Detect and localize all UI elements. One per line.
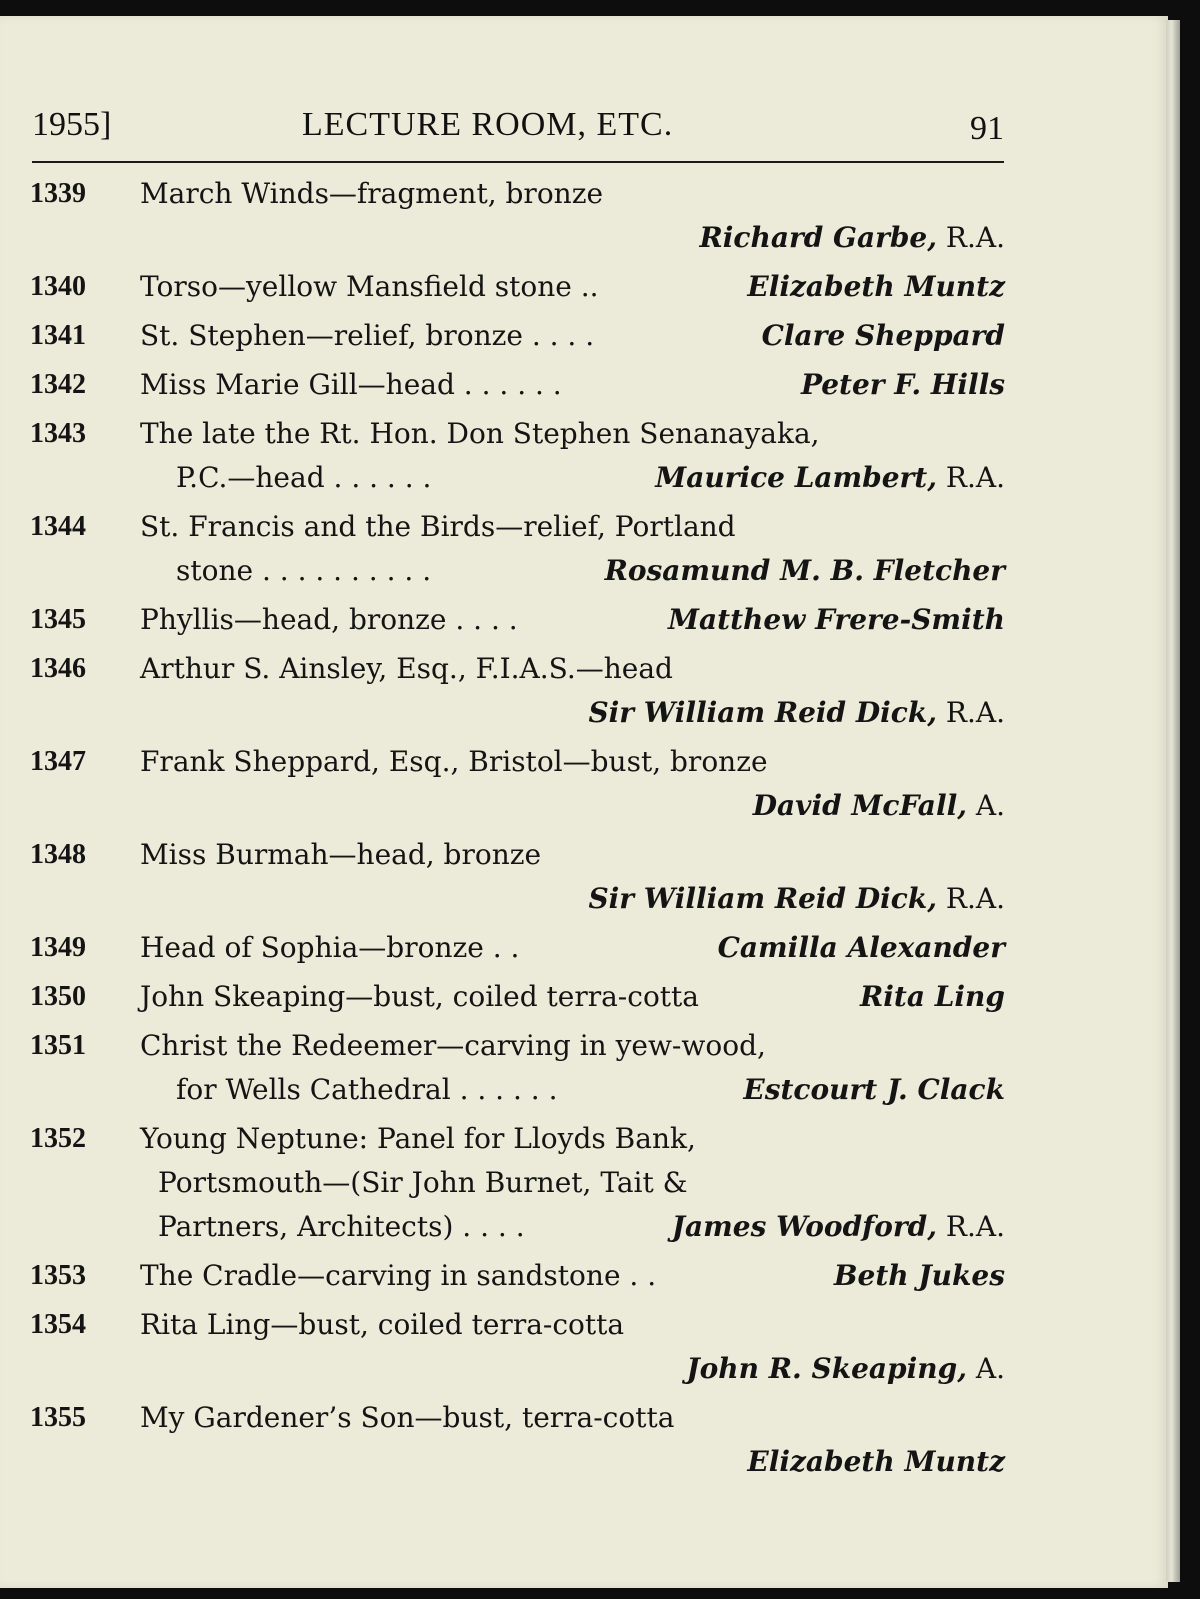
entry-line (30, 926, 1005, 970)
artist-name: Matthew Frere-Smith (668, 603, 1005, 636)
artist-title-suffix: R.A. (936, 696, 1005, 729)
artist-title-suffix: R.A. (936, 1210, 1005, 1243)
entry-number: 1352 (30, 1123, 86, 1154)
entry-line (30, 1205, 1005, 1249)
artist-name: John R. Skeaping, (686, 1352, 967, 1385)
entry-line (30, 1024, 1005, 1068)
entry-title: St. Stephen—relief, bronze . . . . (140, 319, 595, 352)
entry-line (30, 1254, 1005, 1298)
entry-line (30, 1117, 1005, 1161)
entry-number: 1348 (30, 839, 86, 870)
catalogue-entry (30, 172, 1005, 260)
entry-artist (860, 975, 1005, 1019)
entry-artist (718, 926, 1005, 970)
entry-title: Phyllis—head, bronze . . . . (140, 603, 518, 636)
entry-line (30, 314, 1005, 358)
catalogue-entry (30, 647, 1005, 735)
entry-number: 1343 (30, 418, 86, 449)
entry-title: St. Francis and the Birds—relief, Portland (140, 510, 736, 543)
entry-title: Frank Sheppard, Esq., Bristol—bust, bronze (140, 745, 768, 778)
catalogue-entry (30, 1396, 1005, 1484)
entry-title: The Cradle—carving in sandstone . . (140, 1259, 657, 1292)
entry-line (30, 456, 1005, 500)
entry-line (30, 833, 1005, 877)
entry-number: 1340 (30, 271, 86, 302)
artist-title-suffix: R.A. (936, 882, 1005, 915)
entry-line (30, 1347, 1005, 1391)
entry-title: P.C.—head . . . . . . (176, 461, 432, 494)
entry-number: 1341 (30, 320, 86, 351)
artist-name: Camilla Alexander (717, 931, 1005, 964)
entry-number: 1354 (30, 1309, 86, 1340)
catalogue-entry (30, 598, 1005, 642)
artist-name: Clare Sheppard (761, 319, 1005, 352)
entry-line (30, 1161, 1005, 1205)
entry-title: for Wells Cathedral . . . . . . (176, 1073, 558, 1106)
artist-name: Elizabeth Muntz (747, 270, 1005, 303)
entry-title: Miss Burmah—head, bronze (140, 838, 542, 871)
entry-artist (672, 1205, 1005, 1249)
entry-title: Head of Sophia—bronze . . (140, 931, 520, 964)
entry-title: Torso—yellow Mansfield stone .. (140, 270, 599, 303)
entry-title: John Skeaping—bust, coiled terra-cotta (140, 980, 700, 1013)
entry-artist (801, 363, 1005, 407)
entry-line (30, 216, 1005, 260)
entry-artist (605, 549, 1005, 593)
artist-name: Rita Ling (860, 980, 1005, 1013)
entry-title: stone . . . . . . . . . . (176, 554, 432, 587)
entry-line (30, 172, 1005, 216)
entry-title: Rita Ling—bust, coiled terra-cotta (140, 1308, 625, 1341)
entry-title: My Gardener’s Son—bust, terra-cotta (140, 1401, 675, 1434)
artist-name: Richard Garbe, (699, 221, 937, 254)
entry-number: 1344 (30, 511, 86, 542)
catalogue-entries (30, 172, 1005, 1489)
entry-title: Christ the Redeemer—carving in yew-wood, (140, 1029, 766, 1062)
entry-artist (834, 1254, 1005, 1298)
catalogue-entry (30, 926, 1005, 970)
entry-artist (743, 1068, 1005, 1112)
entry-line (30, 412, 1005, 456)
artist-title-suffix: A. (966, 1352, 1005, 1385)
entry-number: 1342 (30, 369, 86, 400)
entry-artist (588, 877, 1005, 921)
entry-title: Partners, Architects) . . . . (158, 1210, 525, 1243)
entry-line (30, 1303, 1005, 1347)
catalogue-entry (30, 314, 1005, 358)
entry-artist (762, 314, 1005, 358)
entry-artist (655, 456, 1005, 500)
catalogue-entry (30, 975, 1005, 1019)
entry-line (30, 1068, 1005, 1112)
entry-title: Young Neptune: Panel for Lloyds Bank, (140, 1122, 696, 1155)
catalogue-entry (30, 1117, 1005, 1249)
entry-line (30, 691, 1005, 735)
entry-line (30, 975, 1005, 1019)
catalogue-entry (30, 1024, 1005, 1112)
header-year: 1955] (32, 106, 112, 143)
entry-number: 1347 (30, 746, 86, 777)
entry-line (30, 740, 1005, 784)
entry-line (30, 784, 1005, 828)
entry-number: 1339 (30, 178, 86, 209)
artist-name: Sir William Reid Dick, (588, 882, 937, 915)
entry-line (30, 877, 1005, 921)
header-rule (32, 161, 1004, 163)
artist-name: Sir William Reid Dick, (588, 696, 937, 729)
entry-number: 1355 (30, 1402, 86, 1433)
page-edge (1166, 20, 1180, 1582)
entry-number: 1345 (30, 604, 86, 635)
catalogue-entry (30, 265, 1005, 309)
entry-number: 1350 (30, 981, 86, 1012)
entry-number: 1349 (30, 932, 86, 963)
entry-line (30, 505, 1005, 549)
entry-line (30, 1396, 1005, 1440)
entry-number: 1346 (30, 653, 86, 684)
entry-line (30, 363, 1005, 407)
header-title: LECTURE ROOM, ETC. (302, 106, 674, 143)
artist-name: Estcourt J. Clack (743, 1073, 1005, 1106)
artist-name: Beth Jukes (833, 1259, 1005, 1292)
artist-name: Elizabeth Muntz (747, 1445, 1005, 1478)
entry-title: March Winds—fragment, bronze (140, 177, 604, 210)
entry-title: Miss Marie Gill—head . . . . . . (140, 368, 562, 401)
entry-artist (686, 1347, 1005, 1391)
entry-number: 1351 (30, 1030, 86, 1061)
entry-line (30, 598, 1005, 642)
entry-line (30, 265, 1005, 309)
entry-artist (753, 784, 1005, 828)
entry-artist (668, 598, 1005, 642)
artist-name: Maurice Lambert, (655, 461, 937, 494)
catalogue-entry (30, 1303, 1005, 1391)
entry-artist (700, 216, 1006, 260)
entry-artist (588, 691, 1005, 735)
entry-artist (747, 265, 1005, 309)
artist-title-suffix: A. (966, 789, 1005, 822)
artist-name: David McFall, (752, 789, 967, 822)
artist-name: Peter F. Hills (800, 368, 1005, 401)
catalogue-entry (30, 412, 1005, 500)
entry-title: Arthur S. Ainsley, Esq., F.I.A.S.—head (140, 652, 673, 685)
artist-name: James Woodford, (671, 1210, 937, 1243)
entry-number: 1353 (30, 1260, 86, 1291)
catalogue-entry (30, 363, 1005, 407)
catalogue-entry (30, 1254, 1005, 1298)
artist-title-suffix: R.A. (936, 461, 1005, 494)
artist-name: Rosamund M. B. Fletcher (604, 554, 1005, 587)
artist-title-suffix: R.A. (936, 221, 1005, 254)
page-number: 91 (970, 110, 1004, 147)
running-header (32, 106, 1004, 150)
entry-line (30, 1440, 1005, 1484)
catalogue-entry (30, 505, 1005, 593)
entry-artist (747, 1440, 1005, 1484)
catalogue-entry (30, 833, 1005, 921)
entry-line (30, 549, 1005, 593)
entry-title: Portsmouth—(Sir John Burnet, Tait & (158, 1166, 688, 1199)
catalogue-entry (30, 740, 1005, 828)
entry-line (30, 647, 1005, 691)
entry-title: The late the Rt. Hon. Don Stephen Senanayaka, (140, 417, 820, 450)
